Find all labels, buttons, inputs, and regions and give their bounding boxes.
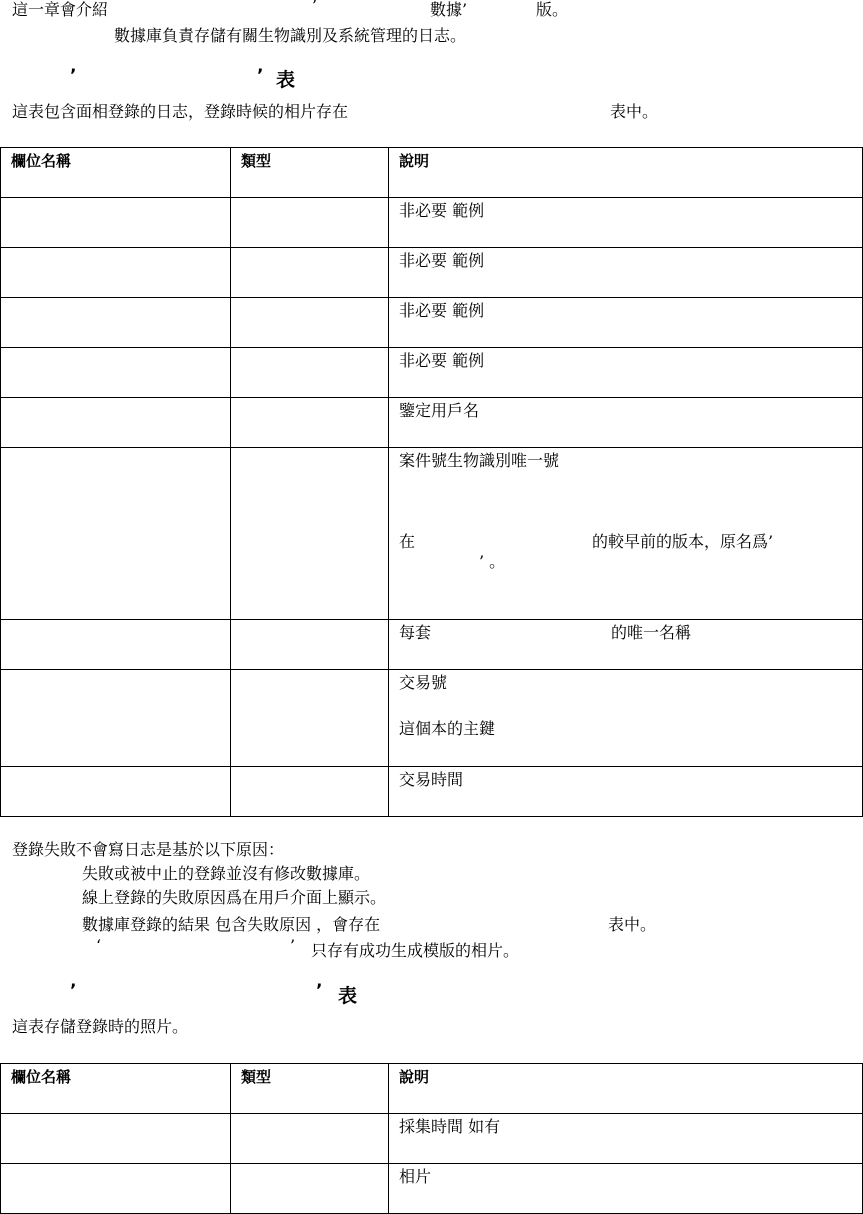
description-cell: 鑒定用戶名 <box>389 398 863 448</box>
type-cell <box>231 767 389 817</box>
section1-desc-b: 表中。 <box>610 102 659 121</box>
intro-line-2: 數據庫負責存儲有關生物識別及系統管理的日志。 <box>114 26 467 45</box>
type-cell <box>231 1164 389 1214</box>
field-name-cell <box>1 248 231 298</box>
notes-item-3a: 數據庫登錄的結果 包含失敗原因 ，會存在 <box>82 915 381 934</box>
fields-table-1 <box>0 147 863 817</box>
description-cell <box>389 448 863 620</box>
table-row <box>1 1164 863 1214</box>
type-cell <box>231 620 389 670</box>
section1-desc-a: 這表包含面相登錄的日志，登錄時候的相片存在 <box>12 102 349 121</box>
type-cell <box>231 670 389 767</box>
field-name-cell <box>1 1164 231 1214</box>
description-line: 案件號生物識別唯一號 <box>399 451 560 470</box>
table-row <box>1 767 863 817</box>
description-cell: 非必要 範例 <box>389 198 863 248</box>
description-line: 這個本的主鍵 <box>399 719 496 738</box>
notes-intro: 登錄失敗不會寫日志是基於以下原因： <box>12 840 285 859</box>
notes-item-3b: 表中。 <box>608 915 657 934</box>
intro-quote-mark: ’ <box>312 0 318 15</box>
field-name-cell <box>1 448 231 620</box>
notes-item-4-text: 只存有成功生成模版的相片。 <box>311 941 520 960</box>
type-cell <box>231 448 389 620</box>
table-row <box>1 448 863 620</box>
type-cell <box>231 298 389 348</box>
field-name-cell <box>1 348 231 398</box>
notes-item-4-open-quote: ‘ <box>96 936 102 955</box>
description-cell <box>389 670 863 767</box>
section2-desc: 這表存儲登錄時的照片。 <box>12 1017 189 1036</box>
table-row <box>1 670 863 767</box>
field-name-cell <box>1 620 231 670</box>
table-row <box>1 1114 863 1164</box>
intro-text-a: 這一章會介紹 <box>12 0 109 19</box>
field-name-cell <box>1 398 231 448</box>
field-name-cell <box>1 298 231 348</box>
intro-line-1 <box>12 0 108 20</box>
table-row <box>1 398 863 448</box>
header-description: 說明 <box>389 1064 863 1114</box>
field-name-cell <box>1 670 231 767</box>
table-header-row <box>1 1064 863 1114</box>
field-name-cell <box>1 1114 231 1164</box>
field-name-cell <box>1 198 231 248</box>
section1-heading-mark-2: ’ <box>257 66 264 86</box>
table-row <box>1 620 863 670</box>
notes-item-4-close-quote: ’ <box>290 936 296 955</box>
description-line: 交易號 <box>399 673 448 692</box>
section1-heading-mark-1: ’ <box>70 66 77 86</box>
table-row <box>1 198 863 248</box>
description-cell: 相片 <box>389 1164 863 1214</box>
type-cell <box>231 198 389 248</box>
section2-heading: 表 <box>338 985 358 1007</box>
header-type: 類型 <box>231 148 389 198</box>
field-name-cell <box>1 767 231 817</box>
notes-item: 線上登錄的失敗原因爲在用戶介面上顯示。 <box>82 888 387 907</box>
section2-heading-mark-2: ’ <box>316 981 323 1001</box>
type-cell <box>231 348 389 398</box>
description-cell: 非必要 範例 <box>389 298 863 348</box>
table-row <box>1 298 863 348</box>
type-cell <box>231 398 389 448</box>
intro-text-b: 數據’ <box>430 0 468 19</box>
table-row <box>1 248 863 298</box>
description-line: 在 的較早前的版本，原名爲’ <box>399 532 774 551</box>
type-cell <box>231 1114 389 1164</box>
intro-text-c: 版。 <box>536 0 569 19</box>
notes-item: 失敗或被中止的登錄並沒有修改數據庫。 <box>82 864 371 883</box>
description-cell: 採集時間 如有 <box>389 1114 863 1164</box>
header-type: 類型 <box>231 1064 389 1114</box>
description-cell: 非必要 範例 <box>389 248 863 298</box>
section2-heading-mark-1: ’ <box>70 981 77 1001</box>
header-description: 說明 <box>389 148 863 198</box>
header-field-name: 欄位名稱 <box>1 148 231 198</box>
description-cell: 交易時間 <box>389 767 863 817</box>
section1-heading: 表 <box>276 69 296 91</box>
fields-table-2 <box>0 1063 863 1214</box>
type-cell <box>231 248 389 298</box>
description-line: ’ 。 <box>479 552 506 571</box>
table-row <box>1 348 863 398</box>
header-field-name: 欄位名稱 <box>1 1064 231 1114</box>
table-header-row <box>1 148 863 198</box>
description-cell: 非必要 範例 <box>389 348 863 398</box>
description-cell: 每套 的唯一名稱 <box>389 620 863 670</box>
